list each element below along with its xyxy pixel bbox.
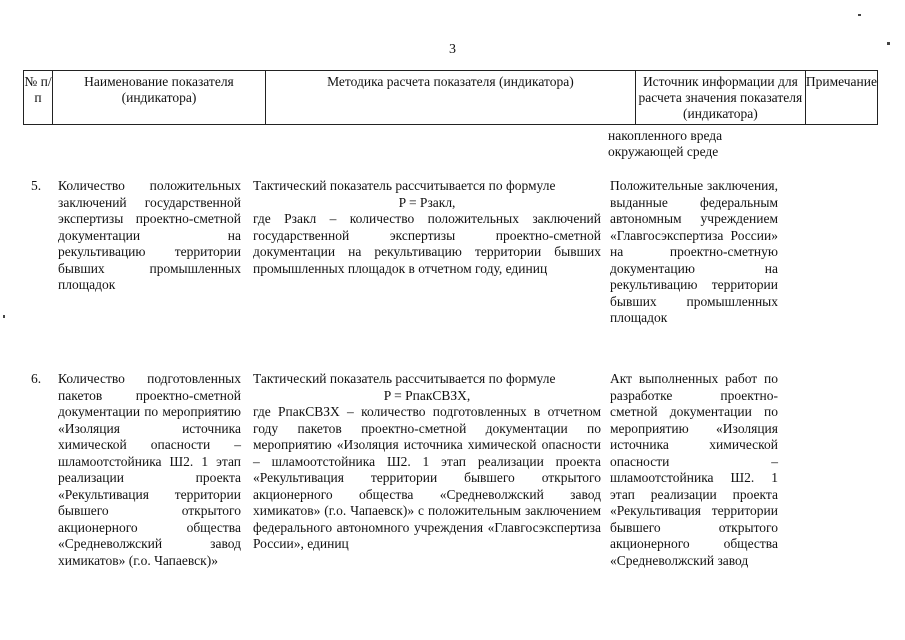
page-number: 3 (449, 42, 456, 57)
indicator-name: Количество подготовленных пакетов проектно-сметной документации по мероприятию «Изоляция источника химической опасности – шламоотстойника Ш2. 1 этап реализации проекта «Рекультивация территории бывшего открытого акционерного общества «Средневолжский завод химикатов» (г.о. Чапаевск)» (58, 371, 241, 568)
header-source: Источник информации для расчета значения показателя (индикатора) (636, 71, 806, 124)
scan-mark (858, 14, 861, 16)
information-source: Акт выполненных работ по разработке проектно-сметной документации по мероприятию «Изоляция источника химической опасности – шламоотстойника Ш2. 1 этап реализации проекта «Рекультивация территории бывшего открытого акционерного общества «Средневолжский завод (610, 371, 778, 568)
header-method: Методика расчета показателя (индикатора) (266, 71, 636, 124)
calculation-method (253, 371, 601, 553)
formula: P = Pзакл, (398, 194, 456, 210)
row-number: 6. (31, 371, 42, 386)
information-source: Положительные заключения, выданные федеральным автономным учреждением «Главгосэкспертиза России» на проектно-сметную документацию на рекультивацию территории бывших промышленных площадок (610, 178, 778, 325)
formula: P = PпакСВЗХ, (383, 387, 471, 403)
calculation-method (253, 178, 601, 277)
method-intro: Тактический показатель рассчитывается по формуле (253, 371, 556, 386)
header-name: Наименование показателя (индикатора) (53, 71, 266, 124)
header-num: № п/п (24, 71, 53, 124)
row-number: 5. (31, 178, 42, 193)
table-header (23, 70, 878, 125)
indicator-name: Количество положительных заключений государственной экспертизы проектно-сметной документации на рекультивацию территории бывших промышленных площадок (58, 178, 241, 292)
method-intro: Тактический показатель рассчитывается по формуле (253, 178, 556, 193)
method-body: где PпакСВЗХ – количество подготовленных в отчетном году пакетов проектно-сметной документации по мероприятию «Изоляция источника химической опасности – шламоотстойника Ш2. 1 этап реализации проекта «Рекультивация территории бывшего открытого акционерного общества «Средневолжский завод химикатов» (г.о. Чапаевск)» с положительным заключением федерального автономного учреждения «Главгосэкспертиза России», единиц (253, 404, 601, 551)
method-body: где Pзакл – количество положительных заключений государственной экспертизы проектно-сметной документации на рекультивацию территории бывших промышленных площадок в отчетном году, единиц (253, 211, 601, 276)
header-note: Примечание (805, 74, 877, 89)
continued-source-text: накопленного вреда окружающей среде (608, 128, 723, 159)
scan-mark (3, 315, 5, 318)
scan-mark (887, 42, 890, 45)
